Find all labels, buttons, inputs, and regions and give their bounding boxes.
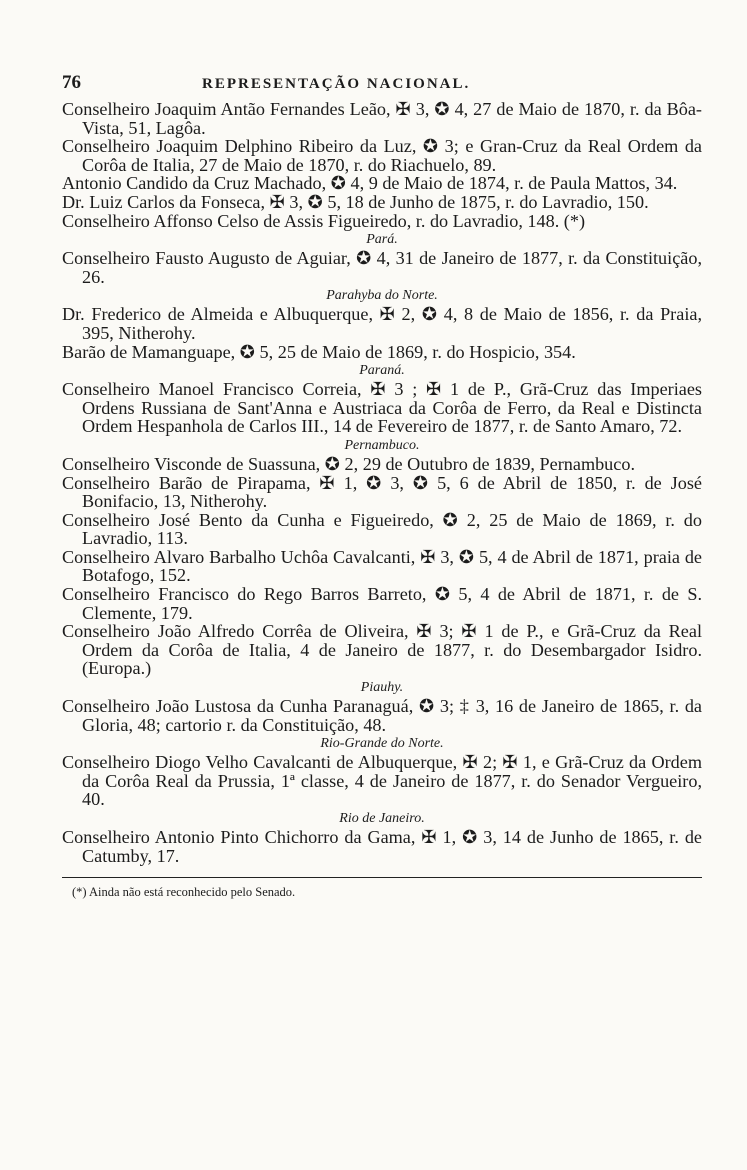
entry-paragraph: Conselheiro João Lustosa da Cunha Paranaguá, ✪ 3; ‡ 3, 16 de Janeiro de 1865, r. da Gloria, 48; cartorio r. da Constituição, 48. [62, 696, 702, 735]
entry-paragraph: Antonio Candido da Cruz Machado, ✪ 4, 9 de Maio de 1874, r. de Paula Mattos, 34. [62, 173, 678, 194]
page-number: 76 [62, 72, 81, 93]
entry-paragraph: Conselheiro Visconde de Suassuna, ✪ 2, 29 de Outubro de 1839, Pernambuco. [62, 453, 635, 474]
section-heading: Parahyba do Norte. [326, 288, 438, 304]
entry-paragraph: Conselheiro João Alfredo Corrêa de Oliveira, ✠ 3; ✠ 1 de P., e Grã-Cruz da Real Ordem da Corôa de Italia, 4 de Janeiro de 1877, r. do Desembargador Isidro. (Europa.) [62, 621, 702, 679]
entry-paragraph: Barão de Mamanguape, ✪ 5, 25 de Maio de 1869, r. do Hospicio, 354. [62, 341, 576, 362]
entry-paragraph: Conselheiro Francisco do Rego Barros Barreto, ✪ 5, 4 de Abril de 1871, r. de S. Clemente, 179. [62, 584, 702, 623]
running-title: REPRESENTAÇÃO NACIONAL. [202, 76, 471, 92]
section-heading: Piauhy. [360, 680, 404, 696]
entry-paragraph: Conselheiro Joaquim Antão Fernandes Leão, ✠ 3, ✪ 4, 27 de Maio de 1870, r. da Bôa-Vista, 51, Lagôa. [62, 99, 702, 138]
section-heading: Pará. [366, 232, 398, 248]
entry-paragraph: Conselheiro Fausto Augusto de Aguiar, ✪ 4, 31 de Janeiro de 1877, r. da Constituição, 26. [62, 248, 702, 287]
footnote: (*) Ainda não está reconhecido pelo Senado. [72, 885, 296, 900]
entry-paragraph: Dr. Frederico de Almeida e Albuquerque, ✠ 2, ✪ 4, 8 de Maio de 1856, r. da Praia, 395, Nitherohy. [62, 304, 702, 343]
page [62, 72, 702, 900]
entry-paragraph: Conselheiro Manoel Francisco Correia, ✠ 3 ; ✠ 1 de P., Grã-Cruz das Imperiaes Ordens Russiana de Sant'Anna e Austriaca da Corôa de Ferro, da Real e Distincta Ordem Hespanhola de Carlos III., 14 de Fevereiro de 1877, r. de Santo Amaro, 72. [62, 379, 702, 437]
entry-paragraph: Dr. Luiz Carlos da Fonseca, ✠ 3, ✪ 5, 18 de Junho de 1875, r. do Lavradio, 150. [62, 191, 649, 212]
section-heading: Rio-Grande do Norte. [320, 736, 444, 752]
page-header [62, 72, 702, 100]
section-heading: Rio de Janeiro. [339, 811, 425, 826]
footnote-divider [62, 877, 702, 878]
entry-paragraph: Conselheiro Diogo Velho Cavalcanti de Albuquerque, ✠ 2; ✠ 1, e Grã-Cruz da Ordem da Corôa Real da Prussia, 1ª classe, 4 de Janeiro de 1877, r. do Senador Vergueiro, 40. [62, 752, 702, 810]
entry-paragraph: Conselheiro José Bento da Cunha e Figueiredo, ✪ 2, 25 de Maio de 1869, r. do Lavradio, 113. [62, 509, 702, 549]
entry-paragraph: Conselheiro Barão de Pirapama, ✠ 1, ✪ 3, ✪ 5, 6 de Abril de 1850, r. de José Bonifacio, 13, Nitherohy. [62, 472, 702, 512]
entry-paragraph: Conselheiro Alvaro Barbalho Uchôa Cavalcanti, ✠ 3, ✪ 5, 4 de Abril de 1871, praia de Botafogo, 152. [62, 546, 702, 586]
section-heading: Pernambuco. [344, 437, 420, 453]
section-heading: Paraná. [359, 363, 405, 379]
entry-paragraph: Conselheiro Joaquim Delphino Ribeiro da Luz, ✪ 3; e Gran-Cruz da Real Ordem da Corôa de Italia, 27 de Maio de 1870, r. do Riachuelo, 89. [62, 136, 702, 175]
entry-paragraph: Conselheiro Antonio Pinto Chichorro da Gama, ✠ 1, ✪ 3, 14 de Junho de 1865, r. de Catumby, 17. [62, 827, 702, 866]
body-text [62, 100, 702, 865]
entry-paragraph: Conselheiro Affonso Celso de Assis Figueiredo, r. do Lavradio, 148. (*) [62, 210, 586, 231]
